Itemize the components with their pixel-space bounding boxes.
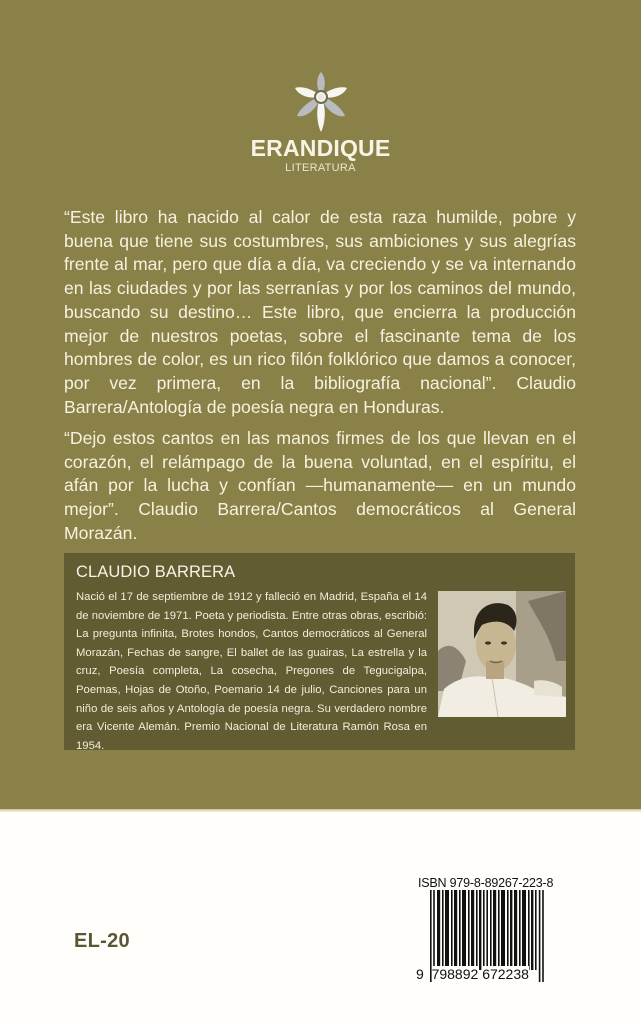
portrait-illustration — [438, 591, 566, 717]
barcode-digit-lead: 9 — [416, 966, 424, 982]
author-photo — [438, 591, 566, 717]
blurb-quote-1: “Este libro ha nacido al calor de esta raza humilde, pobre y buena que tiene sus costumbres, sus ambiciones y sus alegrías frente al mar, pero que día a día, va creciendo y se va internando en las ciudades y por las serranías y por los caminos del mundo, buscando su destino… Este libro, que encierra la producción mejor de nuestros poetas, sobre el fascinante tema de los hombres de color, es un rico filón folklórico que damos a conocer, por vez primera, en la bibliografía nacional”. Claudio Barrera/Antología de poesía negra en Honduras. — [64, 207, 576, 417]
author-bio-box — [64, 553, 575, 750]
publisher-logo — [0, 72, 641, 175]
cover-edge — [0, 809, 641, 812]
publisher-imprint: LITERATURA — [285, 162, 356, 174]
barcode-digits-right: 672238 — [482, 966, 529, 982]
author-bio: Nació el 17 de septiembre de 1912 y falleció en Madrid, España el 14 de noviembre de 1971. Poeta y periodista. Entre otras obras, escribió: La pregunta infinita, Brotes hondos, Cantos democráticos al General Morazán, Fechas de sangre, El ballet de las guairas, La estrella y la cruz, Poesía completa, La cosecha, Pregones de Tegucigalpa, Poemas, Hojas de Otoño, Poemario 14 de julio, Canciones para un niño de seis años y Antología de poesía negra. Su verdadero nombre era Vicente Alemán. Premio Nacional de Literatura Ramón Rosa en 1954. — [76, 591, 427, 752]
isbn-label: ISBN 979-8-89267-223-8 — [418, 876, 554, 890]
publisher-name: ERANDIQUE — [250, 135, 391, 161]
barcode-digits-left: 798892 — [431, 966, 479, 982]
blurb-quote-2: “Dejo estos cantos en las manos firmes de los que llevan en el corazón, el relámpago de la buena voluntad, en el espíritu, el afán por la lucha y confían —humanamente— en un mundo mejor”. Claudio Barrera/Cantos democráticos al General Morazán. — [64, 428, 576, 543]
author-name: CLAUDIO BARRERA — [76, 563, 236, 581]
catalog-code: EL-20 — [74, 930, 130, 952]
barcode-digits — [416, 966, 529, 982]
flower-icon — [295, 72, 347, 132]
